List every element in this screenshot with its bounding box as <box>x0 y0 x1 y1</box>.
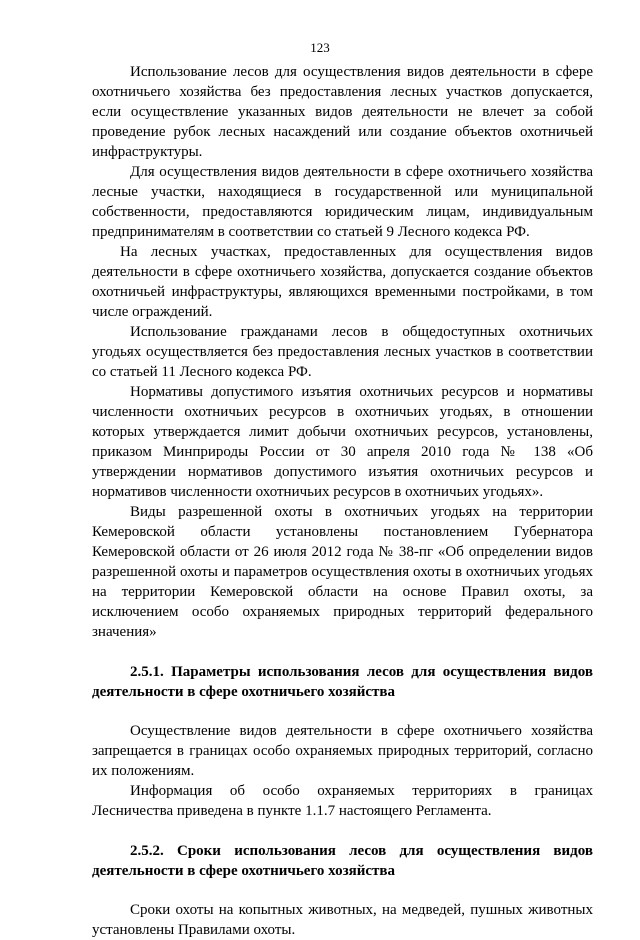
paragraph: Сроки охоты на копытных животных, на медведей, пушных животных установлены Правилами охоты. <box>92 902 593 938</box>
section-heading-2-5-1: 2.5.1. Параметры использования лесов для осуществления видов деятельности в сфере охотничьего хозяйства <box>92 664 593 700</box>
paragraph: Осуществление видов деятельности в сфере охотничьего хозяйства запрещается в границах особо охраняемых природных территорий, согласно их положениям. <box>92 723 593 779</box>
paragraph: Для осуществления видов деятельности в сфере охотничьего хозяйства лесные участки, находящиеся в государственной или муниципальной собственности, предоставляются юридическим лицам, индивидуальным предпринимателям в соответствии со статьей 9 Лесного кодекса РФ. <box>92 164 593 240</box>
document-body <box>92 62 593 940</box>
paragraph: Использование лесов для осуществления видов деятельности в сфере охотничьего хозяйства без предоставления лесных участков допускается, если осуществление указанных видов деятельности не влечет за собой проведение рубок лесных насаждений или создание объектов охотничьей инфраструктуры. <box>92 64 593 160</box>
paragraph: Информация об особо охраняемых территориях в границах Лесничества приведена в пункте 1.1.7 настоящего Регламента. <box>92 783 593 819</box>
paragraph: На лесных участках, предоставленных для осуществления видов деятельности в сфере охотничьего хозяйства, допускается создание объектов охотничьей инфраструктуры, являющихся временными постройками, в том числе ограждений. <box>92 244 593 320</box>
paragraph: Нормативы допустимого изъятия охотничьих ресурсов и нормативы численности охотничьих ресурсов в охотничьих угодьях, в отношении которых утверждается лимит добычи охотничьих ресурсов, установлены, приказом Минприроды России от 30 апреля 2010 года № 138 «Об утверждении нормативов допустимого изъятия охотничьих ресурсов и нормативов численности охотничьих ресурсов в охотничьих угодьях». <box>92 384 593 500</box>
section-heading-2-5-2: 2.5.2. Сроки использования лесов для осуществления видов деятельности в сфере охотничьего хозяйства <box>92 843 593 879</box>
paragraph: Использование гражданами лесов в общедоступных охотничьих угодьях осуществляется без предоставления лесных участков в соответствии со статьей 11 Лесного кодекса РФ. <box>92 324 593 380</box>
page-number: 123 <box>310 40 330 55</box>
paragraph: Виды разрешенной охоты в охотничьих угодьях на территории Кемеровской области установлены постановлением Губернатора Кемеровской области от 26 июля 2012 года № 38-пг «Об определении видов разрешенной охоты и параметров осуществления охоты в охотничьих угодьях на территории Кемеровской области на основе Правил охоты, за исключением особо охраняемых природных территорий федерального значения» <box>92 504 593 640</box>
